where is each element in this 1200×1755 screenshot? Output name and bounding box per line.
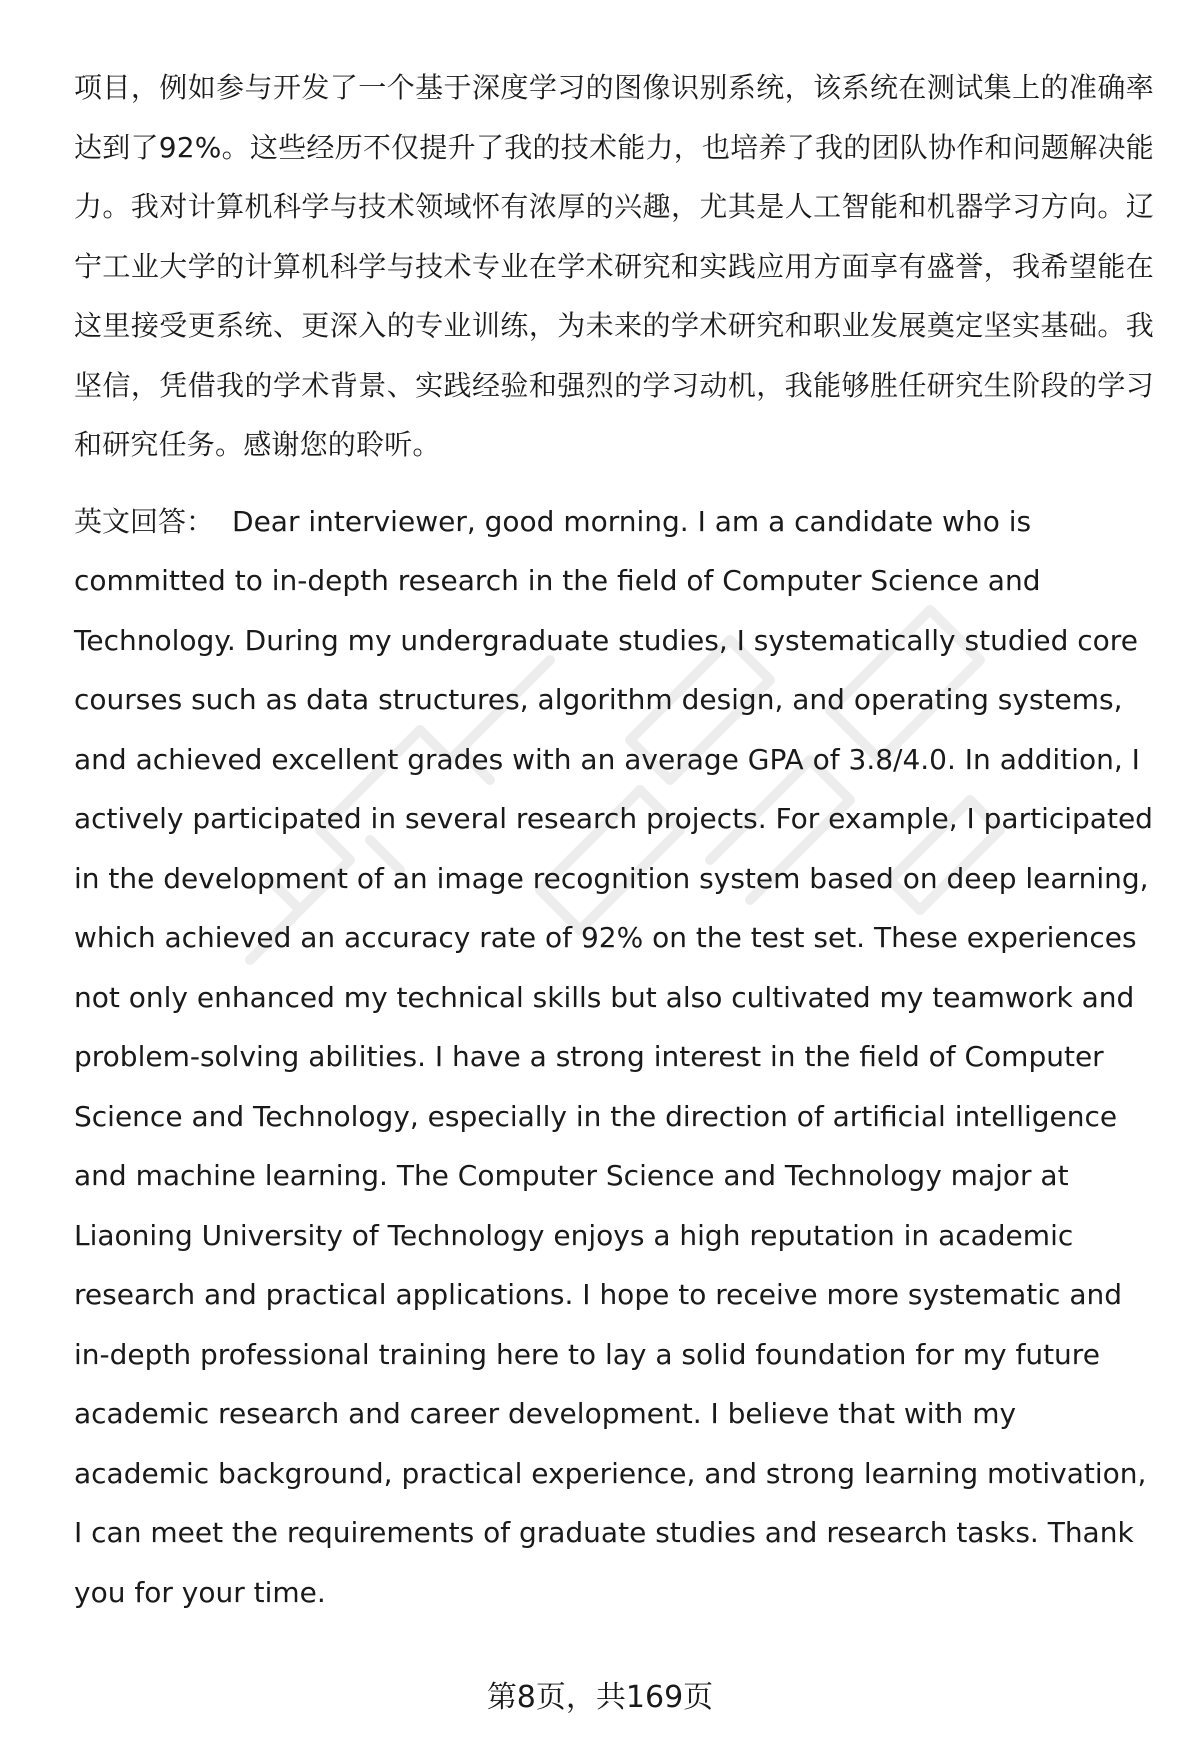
english-answer-text: Dear interviewer, good morning. I am a candidate who is committed to in-depth research in the field of Computer Science and Technology. During my undergraduate studies, I systematically studied core courses such as data structures, algorithm design, and operating systems, and achieved excellent grades with an average GPA of 3.8/4.0. In addition, I actively participated in several research projects. For example, I participated in the development of an image recognition system based on deep learning, which achieved an accuracy rate of 92% on the test set. These experiences not only enhanced my technical skills but also cultivated my teamwork and problem-solving abilities. I have a strong interest in the field of Computer Science and Technology, especially in the direction of artificial intelligence and machine learning. The Computer Science and Technology major at Liaoning University of Technology enjoys a high reputation in academic research and practical applications. I hope to receive more systematic and in-depth professional training here to lay a solid foundation for my future academic research and career development. I believe that with my academic background, practical experience, and strong learning motivation, I can meet the requirements of graduate studies and research tasks. Thank you for your time. [74,504,1153,1609]
chinese-answer-paragraph: 项目，例如参与开发了一个基于深度学习的图像识别系统，该系统在测试集上的准确率达到了92%。这些经历不仅提升了我的技术能力，也培养了我的团队协作和问题解决能力。我对计算机科学与技术领域怀有浓厚的兴趣，尤其是人工智能和机器学习方向。辽宁工业大学的计算机科学与技术专业在学术研究和实践应用方面享有盛誉，我希望能在这里接受更系统、更深入的专业训练，为未来的学术研究和职业发展奠定坚实基础。我坚信，凭借我的学术背景、实践经验和强烈的学习动机，我能够胜任研究生阶段的学习和研究任务。感谢您的聆听。 [74,71,1154,461]
page-number-footer: 第8页，共169页 [486,1680,714,1715]
english-answer-label: 英文回答： [74,504,215,538]
english-answer-paragraph [74,492,1154,1623]
page-content [74,58,1154,1622]
